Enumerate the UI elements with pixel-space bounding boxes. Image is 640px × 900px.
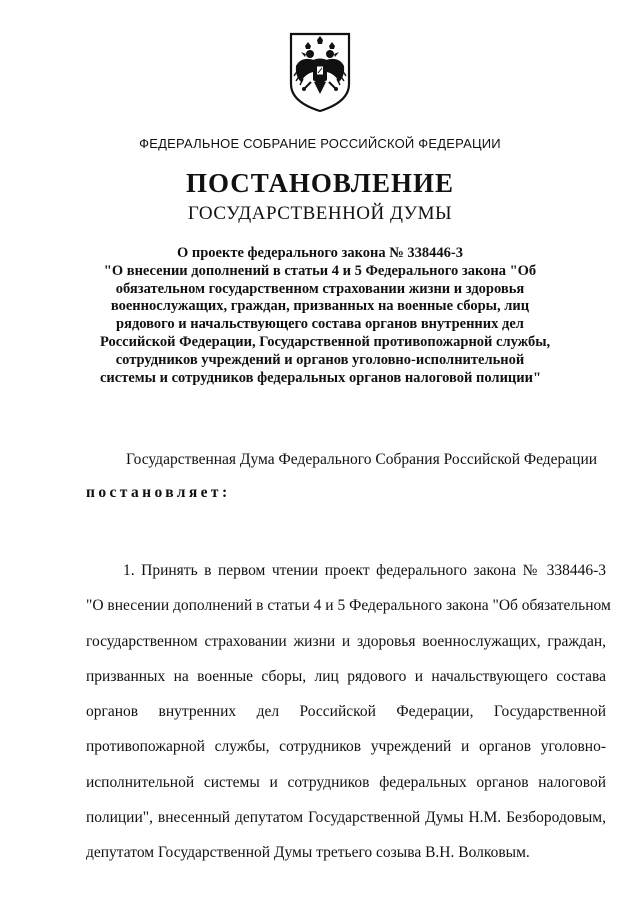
paragraph-line: органов внутренних дел Российской Федерации, Государственной	[86, 703, 606, 721]
preamble-text: Государственная Дума Федерального Собрания Российской Федерации	[126, 451, 598, 468]
paragraph-line: полиции", внесенный депутатом Государственной Думы Н.М. Безбородовым,	[86, 809, 606, 827]
resolution-title	[100, 245, 551, 387]
paragraph-line: исполнительной системы и сотрудников федеральных органов налоговой	[86, 773, 606, 791]
paragraph-line: 1. Принять в первом чтении проект федерального закона № 338446-3	[123, 562, 606, 579]
title-line: Российской Федерации, Государственной противопожарной службы,	[100, 333, 551, 350]
double-headed-eagle-icon	[287, 30, 353, 114]
title-line: рядового и начальствующего состава органов внутренних дел	[116, 316, 524, 333]
coat-of-arms-emblem	[287, 30, 353, 114]
paragraph-1	[86, 553, 611, 871]
paragraph-line: депутатом Государственной Думы третьего созыва В.Н. Волковым.	[86, 844, 530, 862]
document-subtype-heading: ГОСУДАРСТВЕННОЙ ДУМЫ	[187, 203, 453, 224]
title-line: сотрудников учреждений и органов уголовно-исполнительной	[115, 351, 525, 368]
title-line: системы и сотрудников федеральных органов налоговой полиции"	[100, 369, 542, 386]
issuing-body: ФЕДЕРАЛЬНОЕ СОБРАНИЕ РОССИЙСКОЙ ФЕДЕРАЦИИ	[139, 136, 501, 151]
paragraph-line: призванных на военные сборы, лиц рядового и начальствующего состава	[86, 667, 606, 685]
title-line: О проекте федерального закона № 338446-3	[176, 245, 464, 261]
document-type-heading: ПОСТАНОВЛЕНИЕ	[185, 168, 455, 198]
title-line: обязательном государственном страховании жизни и здоровья	[115, 280, 525, 297]
paragraph-line: государственном страховании жизни и здоровья военнослужащих, граждан,	[86, 632, 606, 650]
title-line: "О внесении дополнений в статьи 4 и 5 Федерального закона "Об	[103, 262, 537, 279]
paragraph-line: противопожарной службы, сотрудников учреждений и органов уголовно-	[86, 738, 606, 756]
title-line: военнослужащих, граждан, призванных на военные сборы, лиц	[110, 298, 530, 315]
paragraph-line: "О внесении дополнений в статьи 4 и 5 Федерального закона "Об обязательном	[86, 597, 611, 615]
resolves-keyword: постановляет:	[86, 484, 231, 501]
